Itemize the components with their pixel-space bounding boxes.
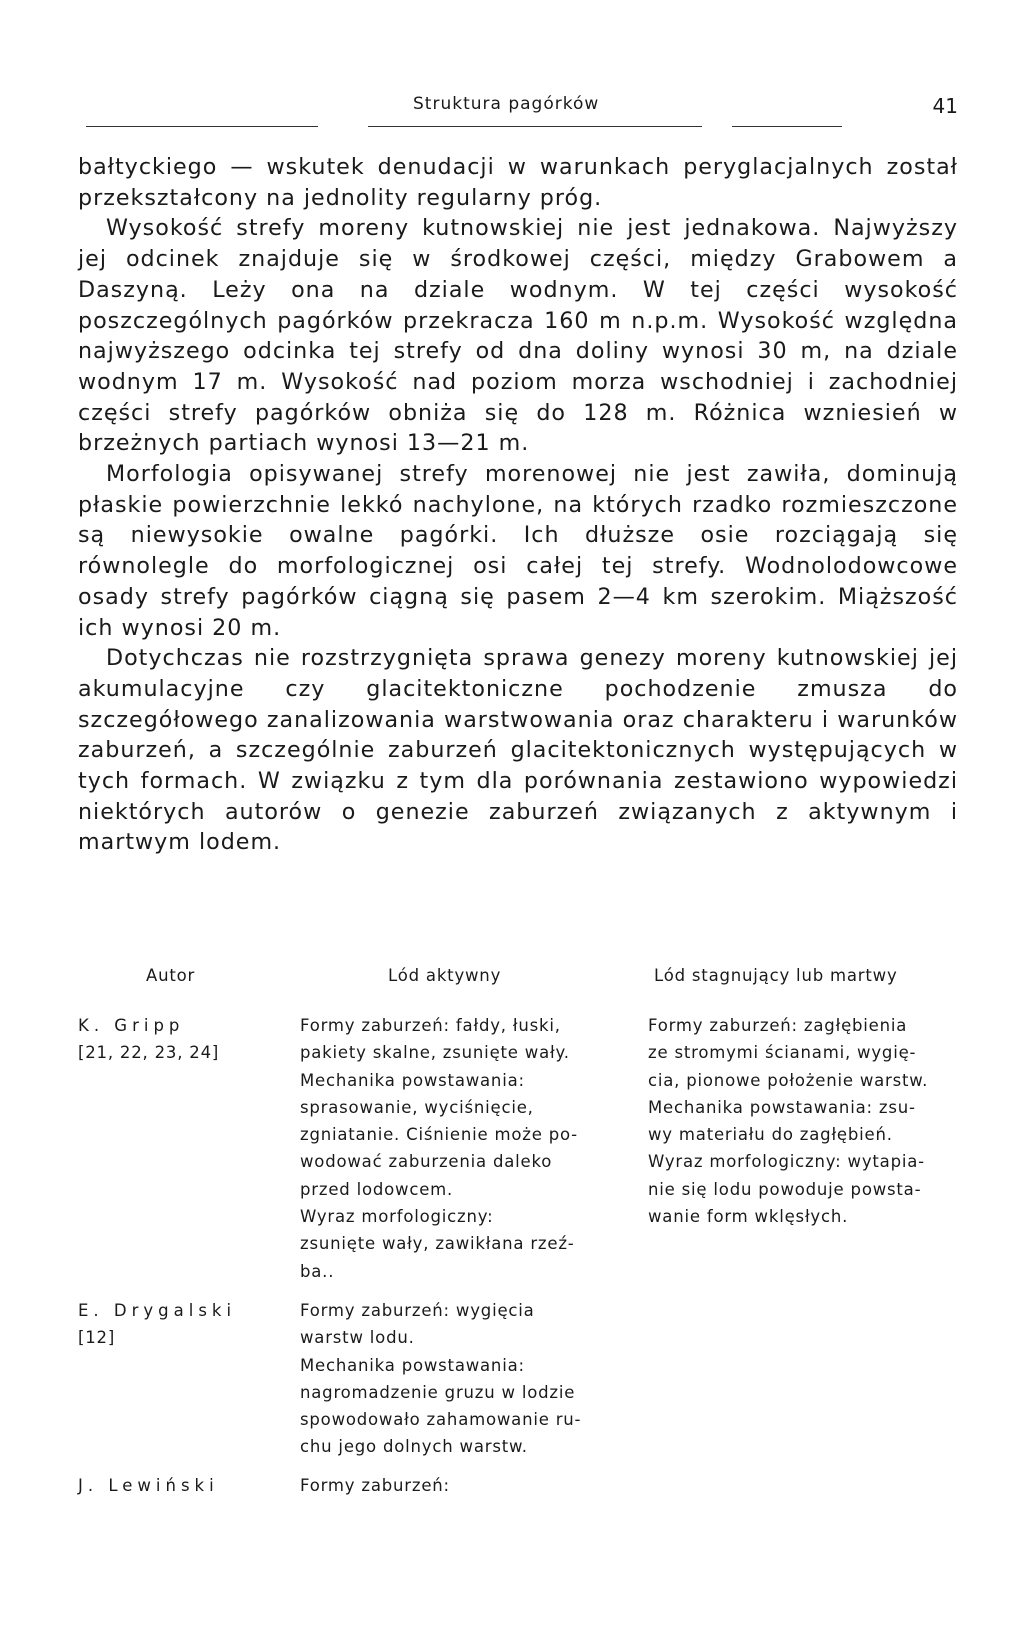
table-row xyxy=(78,1012,958,1297)
page-number: 41 xyxy=(932,94,958,118)
cell-line: Wyraz morfologiczny: wytapia- xyxy=(648,1152,925,1172)
table-header xyxy=(78,962,958,1012)
cell-line: sprasowanie, wyciśnięcie, xyxy=(300,1097,534,1117)
cell-line: pakiety skalne, zsunięte wały. xyxy=(300,1043,570,1063)
header-dead-ice: Lód stagnujący lub martwy xyxy=(654,966,898,985)
cell-line: Formy zaburzeń: zagłębienia xyxy=(648,1016,908,1035)
author-cell xyxy=(78,1472,268,1499)
table-row xyxy=(78,1472,958,1512)
header-author: Autor xyxy=(146,966,196,985)
cell-line: Formy zaburzeń: xyxy=(300,1476,450,1495)
paragraph-1: bałtyckiego — wskutek denudacji w warunkach peryglacjalnych został przekształcony na jednolity regularny próg. xyxy=(78,154,958,211)
table-row xyxy=(78,1297,958,1472)
author-name: J. Lewiński xyxy=(78,1476,219,1495)
cell-line: wy materiału do zagłębień. xyxy=(648,1125,893,1145)
cell-line: Mechanika powstawania: xyxy=(300,1355,525,1375)
header-active-ice: Lód aktywny xyxy=(388,966,502,985)
cell-line: nagromadzenie gruzu w lodzie xyxy=(300,1382,576,1402)
page-header xyxy=(78,92,958,132)
running-head: Struktura pagórków xyxy=(413,94,600,114)
header-rule-center xyxy=(368,126,702,127)
cell-line: zgniatanie. Ciśnienie może po- xyxy=(300,1125,578,1145)
cell-line: przed lodowcem. xyxy=(300,1179,454,1199)
cell-line: ze stromymi ścianami, wygię- xyxy=(648,1043,917,1063)
cell-line: zsunięte wały, zawikłana rzeź- xyxy=(300,1234,575,1254)
author-ref: [21, 22, 23, 24] xyxy=(78,1043,220,1063)
paragraph-3: Morfologia opisywanej strefy morenowej nie jest zawiła, dominują płaskie powierzchnie lekkó nachylone, na których rzadko rozmieszczone są niewysokie owalne pagórki. Ich dłuższe osie rozciągają się równolegle do morfologicznej osi całej tej strefy. Wodnolodowcowe osady strefy pagórków ciągną się pasem 2—4 km szerokim. Miąższość ich wynosi 20 m. xyxy=(78,461,958,641)
cell-line: cia, pionowe położenie warstw. xyxy=(648,1070,929,1090)
comparison-table xyxy=(78,962,958,1512)
cell-line: chu jego dolnych warstw. xyxy=(300,1437,528,1457)
active-ice-cell xyxy=(300,1472,612,1499)
cell-line: Formy zaburzeń: fałdy, łuski, xyxy=(300,1016,561,1035)
active-ice-cell xyxy=(300,1012,612,1285)
cell-line: spowodowało zahamowanie ru- xyxy=(300,1410,582,1430)
cell-line: wanie form wklęsłych. xyxy=(648,1207,849,1227)
cell-line: ba.. xyxy=(300,1261,335,1281)
active-ice-cell xyxy=(300,1297,612,1461)
cell-line: warstw lodu. xyxy=(300,1328,415,1348)
cell-line: wodować zaburzenia daleko xyxy=(300,1152,553,1172)
dead-ice-cell xyxy=(648,1012,958,1230)
cell-line: Mechanika powstawania: xyxy=(300,1070,525,1090)
author-name: E. Drygalski xyxy=(78,1301,237,1320)
author-cell xyxy=(78,1012,268,1067)
paragraph-2: Wysokość strefy moreny kutnowskiej nie jest jednakowa. Najwyższy jej odcinek znajduje się w środkowej części, między Grabowem a Daszyną. Leży ona na dziale wodnym. W tej części wysokość poszczególnych pagórków przekracza 160 m n.p.m. Wysokość względna najwyższego odcinka tej strefy od dna doliny wynosi 30 m, na dziale wodnym 17 m. Wysokość nad poziom morza wschodniej i zachodniej części strefy pagórków obniża się do 128 m. Różnica wzniesień w brzeżnych partiach wynosi 13—21 m. xyxy=(78,215,958,457)
cell-line: nie się lodu powoduje powsta- xyxy=(648,1179,922,1199)
author-ref: [12] xyxy=(78,1328,116,1348)
author-cell xyxy=(78,1297,268,1352)
body-text xyxy=(78,152,958,858)
cell-line: Formy zaburzeń: wygięcia xyxy=(300,1301,535,1320)
cell-line: Mechanika powstawania: zsu- xyxy=(648,1097,916,1117)
paragraph-4: Dotychczas nie rozstrzygnięta sprawa genezy moreny kutnowskiej jej akumulacyjne czy glacitektoniczne pochodzenie zmusza do szczegółowego zanalizowania warstwowania oraz charakteru i warunków zaburzeń, a szczególnie zaburzeń glacitektonicznych występujących w tych formach. W związku z tym dla porównania zestawiono wypowiedzi niektórych autorów o genezie zaburzeń związanych z aktywnym i martwym lodem. xyxy=(78,645,958,856)
header-rule-right xyxy=(732,126,842,127)
header-rule-left xyxy=(86,126,318,127)
cell-line: Wyraz morfologiczny: xyxy=(300,1207,494,1227)
author-name: K. Gripp xyxy=(78,1016,185,1035)
